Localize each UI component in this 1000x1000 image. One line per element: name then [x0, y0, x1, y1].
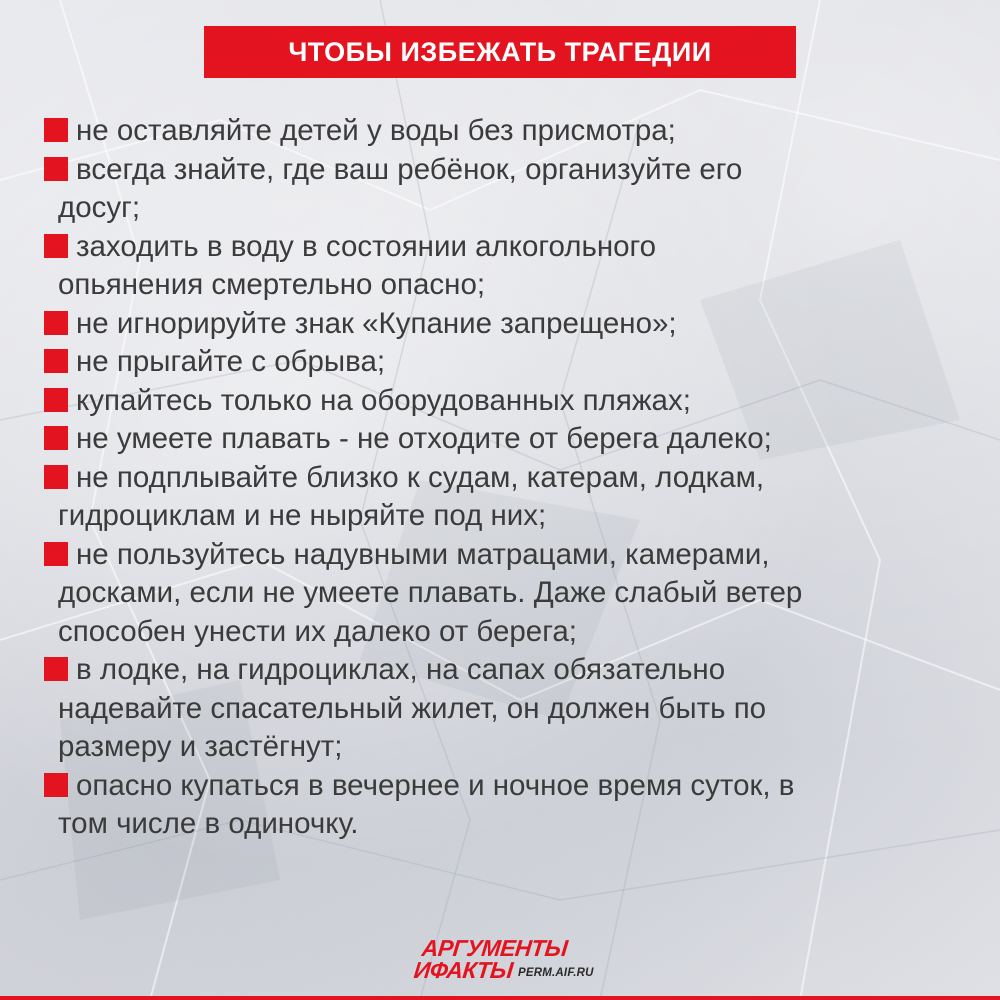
tip-item [44, 536, 964, 652]
tip-text: не подплывайте близко к судам, катерам, лодкам, [76, 460, 765, 494]
tip-text: не пользуйтесь надувными матрацами, камерами, [76, 537, 770, 571]
tip-text-continuation: надевайте спасательный жилет, он должен быть по [58, 691, 767, 725]
tip-text: заходить в воду в состоянии алкогольного [76, 229, 657, 263]
tip-text-continuation: размеру и застёгнут; [58, 730, 343, 763]
logo-url: PERM.AIF.RU [518, 967, 594, 979]
page-title: ЧТОБЫ ИЗБЕЖАТЬ ТРАГЕДИИ [288, 36, 712, 67]
tip-item [44, 767, 964, 844]
tip-text-continuation: гидроциклам и не ныряйте под них; [58, 499, 547, 532]
red-square-bullet-icon [44, 426, 68, 450]
red-square-bullet-icon [44, 773, 68, 797]
logo-line-2: ИФАКТЫ [412, 957, 515, 983]
red-square-bullet-icon [44, 157, 68, 181]
tip-text: не оставляйте детей у воды без присмотра; [76, 114, 676, 147]
red-square-bullet-icon [44, 118, 68, 142]
tip-text-continuation: опьянения смертельно опасно; [58, 268, 486, 301]
tip-item [44, 343, 964, 382]
tip-item [44, 420, 964, 459]
red-square-bullet-icon [44, 234, 68, 258]
tip-item [44, 459, 964, 536]
tip-text: опасно купаться в вечернее и ночное время суток, в [76, 768, 795, 802]
red-square-bullet-icon [44, 542, 68, 566]
red-square-bullet-icon [44, 465, 68, 489]
tip-item [44, 382, 964, 421]
tip-item [44, 151, 964, 228]
tip-item [44, 651, 964, 767]
tip-text: не умеете плавать - не отходите от берега далеко; [76, 422, 772, 455]
red-square-bullet-icon [44, 311, 68, 335]
red-square-bullet-icon [44, 657, 68, 681]
tip-item [44, 112, 964, 151]
tip-text: не игнорируйте знак «Купание запрещено»; [76, 306, 677, 340]
tip-text-continuation: том числе в одиночку. [58, 807, 359, 840]
tip-text-continuation: досуг; [58, 191, 141, 224]
tip-text: в лодке, на гидроциклах, на сапах обязательно [76, 653, 726, 686]
tip-text-continuation: способен унести их далеко от берега; [58, 614, 577, 648]
bottom-accent-bar [0, 996, 1000, 1000]
tip-item [44, 305, 964, 344]
tip-item [44, 228, 964, 305]
tip-text: всегда знайте, где ваш ребёнок, организуйте его [76, 152, 743, 186]
title-banner [204, 26, 796, 78]
tip-text: купайтесь только на оборудованных пляжах; [76, 383, 691, 417]
tip-text: не прыгайте с обрыва; [76, 345, 386, 378]
safety-tips-list [44, 112, 964, 844]
aif-logo [414, 936, 654, 988]
tip-text-continuation: досками, если не умеете плавать. Даже слабый ветер [58, 576, 803, 609]
red-square-bullet-icon [44, 388, 68, 412]
logo-line-1: АРГУМЕНТЫ [420, 935, 569, 961]
red-square-bullet-icon [44, 349, 68, 373]
